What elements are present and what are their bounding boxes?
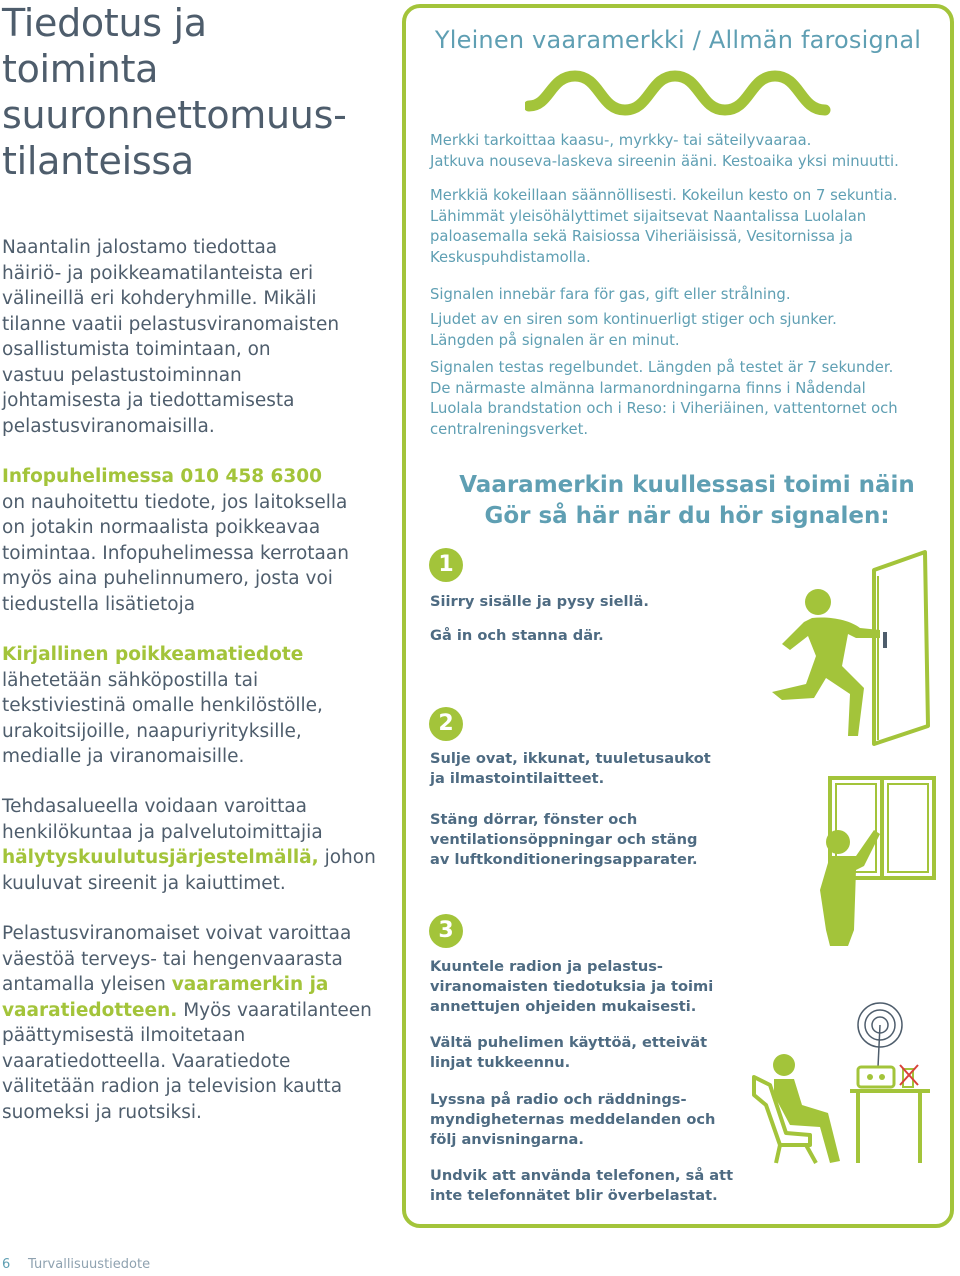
signal-line: Luolala brandstation och i Reso: i Viheriäinen, vattentornet och (430, 400, 898, 417)
intro-line: johtamisesta ja tiedottamisesta (2, 390, 295, 411)
step-line: annettujen ohjeiden mukaisesti. (430, 998, 697, 1015)
step-line: Sulje ovat, ikkunat, tuuletusaukot (430, 750, 711, 767)
rescue-text: Myös vaaratilanteen (177, 999, 372, 1021)
step-2-fi (430, 749, 730, 789)
title-line: suuronnettomuus- (2, 93, 347, 137)
signal-line: Ljudet av en siren som kontinuerligt stiger och sjunker. (430, 311, 837, 328)
intro-line: vastuu pelastustoiminnan (2, 364, 242, 386)
step-line: linjat tukkeennu. (430, 1054, 571, 1071)
infoline-line: toimintaa. Infopuhelimessa kerrotaan (2, 542, 349, 564)
step-line: Vältä puhelimen käyttöä, etteivät (430, 1034, 708, 1051)
infoline-line: on nauhoitettu tiedote, jos laitoksella (2, 491, 348, 513)
written-line: medialle ja viranomaisille. (2, 746, 245, 767)
rescue-line: päättymisestä ilmoitetaan (2, 1025, 246, 1046)
signal-line: Lähimmät yleisöhälyttimet sijaitsevat Naantalissa Luolalan (430, 207, 867, 225)
infoline-phone: Infopuhelimessa 010 458 6300 (2, 466, 323, 487)
written-line: tekstiviestinä omalle henkilöstölle, (2, 695, 323, 716)
step-line: Kuuntele radion ja pelastus- (430, 958, 663, 975)
rescue-line: väestöä terveys- tai hengenvaarasta (2, 948, 343, 970)
rescue-highlight: vaaramerkin ja (171, 974, 329, 995)
step-line: ja ilmastointilaitteet. (430, 770, 605, 787)
title-line: toiminta (2, 47, 159, 91)
signal-line: Signalen testas regelbundet. Längden på testet är 7 sekunder. (430, 359, 894, 376)
rescue-line: vaaratiedotteella. Vaaratiedote (2, 1050, 291, 1072)
signal-sv-test (430, 358, 940, 440)
infoline-line: myös aina puhelinnumero, josta voi (2, 568, 333, 589)
alarm-system-highlight: hälytyskuulutusjärjestelmällä, (2, 847, 319, 868)
step-1-fi (430, 592, 730, 612)
actions-heading (402, 470, 960, 532)
written-line: urakoitsijoille, naapuriyrityksille, (2, 720, 302, 742)
actions-heading-fi: Vaaramerkin kuullessasi toimi näin (459, 472, 915, 498)
alarm-line: kuuluvat sireenit ja kaiuttimet. (2, 872, 286, 894)
running-person-door-icon (760, 548, 940, 748)
step-2-sv (430, 810, 730, 870)
step-line: viranomaisten tiedotuksia ja toimi (430, 978, 714, 995)
intro-line: tilanne vaatii pelastusviranomaisten (2, 313, 340, 335)
signal-line: De närmaste almänna larmanordningarna finns i Nådendal (430, 379, 866, 397)
rescue-line (2, 998, 382, 1024)
signal-title: Yleinen vaaramerkki / Allmän farosignal (434, 26, 922, 54)
written-line: lähetetään sähköpostilla tai (2, 669, 259, 691)
signal-sv-meaning (430, 285, 940, 306)
signal-line: centralreningsverket. (430, 420, 589, 438)
written-notice-heading: Kirjallinen poikkeamatiedote (2, 644, 304, 665)
signal-line: Merkkiä kokeillaan säännöllisesti. Kokeilun kesto on 7 sekuntia. (430, 187, 898, 204)
rescue-line: Pelastusviranomaiset voivat varoittaa (2, 923, 352, 944)
step-line: Lyssna på radio och räddnings- (430, 1091, 687, 1108)
signal-sv-sound (430, 310, 940, 351)
infoline-line: on jotakin normaalista poikkeavaa (2, 517, 321, 538)
rescue-line (2, 972, 382, 998)
step-3-sv-phone (430, 1166, 750, 1206)
signal-line: paloasemalla sekä Raisiossa Viheriäisissä, Vesitornissa ja (430, 228, 853, 245)
intro-line: Naantalin jalostamo tiedottaa (2, 237, 278, 258)
step-3-sv (430, 1090, 730, 1150)
actions-heading-sv: Gör så här när du hör signalen: (484, 503, 890, 529)
alarm-paragraph (2, 794, 382, 896)
intro-line: häiriö- ja poikkeamatilanteista eri (2, 262, 314, 284)
title-line: tilanteissa (2, 139, 194, 183)
step-line: av luftkonditioneringsapparater. (430, 851, 698, 868)
signal-line: Längden på signalen är en minut. (430, 331, 680, 349)
alarm-line: Tehdasalueella voidaan varoittaa (2, 796, 307, 817)
step-line: inte telefonnätet blir överbelastat. (430, 1187, 718, 1204)
page-title (2, 0, 382, 184)
rescue-paragraph (2, 921, 382, 1125)
step-line: följ anvisningarna. (430, 1131, 584, 1148)
signal-line: Jatkuva nouseva-laskeva sireenin ääni. Kestoaika yksi minuutti. (430, 152, 899, 170)
step-line: Siirry sisälle ja pysy siellä. (430, 593, 649, 610)
step-line: Stäng dörrar, fönster och (430, 811, 638, 828)
infoline-line: tiedustella lisätietoja (2, 593, 196, 615)
radio-listening-icon (740, 995, 940, 1165)
signal-line: Signalen innebär fara för gas, gift eller strålning. (430, 286, 791, 303)
alarm-line-rest: johon (318, 847, 376, 868)
written-notice-paragraph (2, 642, 382, 770)
intro-line: välineillä eri kohderyhmille. Mikäli (2, 288, 317, 309)
rescue-line: välitetään radion ja television kautta (2, 1076, 343, 1097)
footer-label: Turvallisuustiedote (28, 1257, 151, 1272)
title-line: Tiedotus ja (2, 1, 207, 45)
alarm-line: henkilökuntaa ja palvelutoimittajia (2, 821, 323, 843)
step-line: Undvik att använda telefonen, så att (430, 1167, 734, 1184)
intro-line: osallistumista toimintaan, on (2, 339, 271, 360)
step-line: myndigheternas meddelanden och (430, 1111, 716, 1128)
signal-fi-test (430, 186, 940, 268)
siren-wave-icon (525, 66, 835, 122)
signal-fi-meaning (430, 131, 940, 172)
step-2-badge: 2 (429, 707, 463, 741)
intro-line: pelastusviranomaisilla. (2, 415, 215, 437)
rescue-text: antamalla yleisen (2, 974, 172, 995)
step-3-fi (430, 957, 730, 1017)
signal-line: Keskuspuhdistamolla. (430, 248, 591, 266)
step-1-sv (430, 626, 730, 646)
step-1-badge: 1 (429, 548, 463, 582)
closing-window-icon (790, 770, 940, 950)
signal-line: Merkki tarkoittaa kaasu-, myrkky- tai säteilyvaaraa. (430, 132, 812, 149)
step-3-badge: 3 (429, 914, 463, 948)
step-3-fi-phone (430, 1033, 730, 1073)
alarm-line (2, 845, 382, 871)
rescue-highlight: vaaratiedotteen. (2, 999, 178, 1021)
page-number: 6 (2, 1257, 11, 1272)
step-line: ventilationsöppningar och stäng (430, 831, 698, 848)
infoline-paragraph (2, 464, 382, 617)
intro-paragraph (2, 235, 382, 439)
rescue-line: suomeksi ja ruotsiksi. (2, 1101, 202, 1123)
step-line: Gå in och stanna där. (430, 627, 604, 644)
